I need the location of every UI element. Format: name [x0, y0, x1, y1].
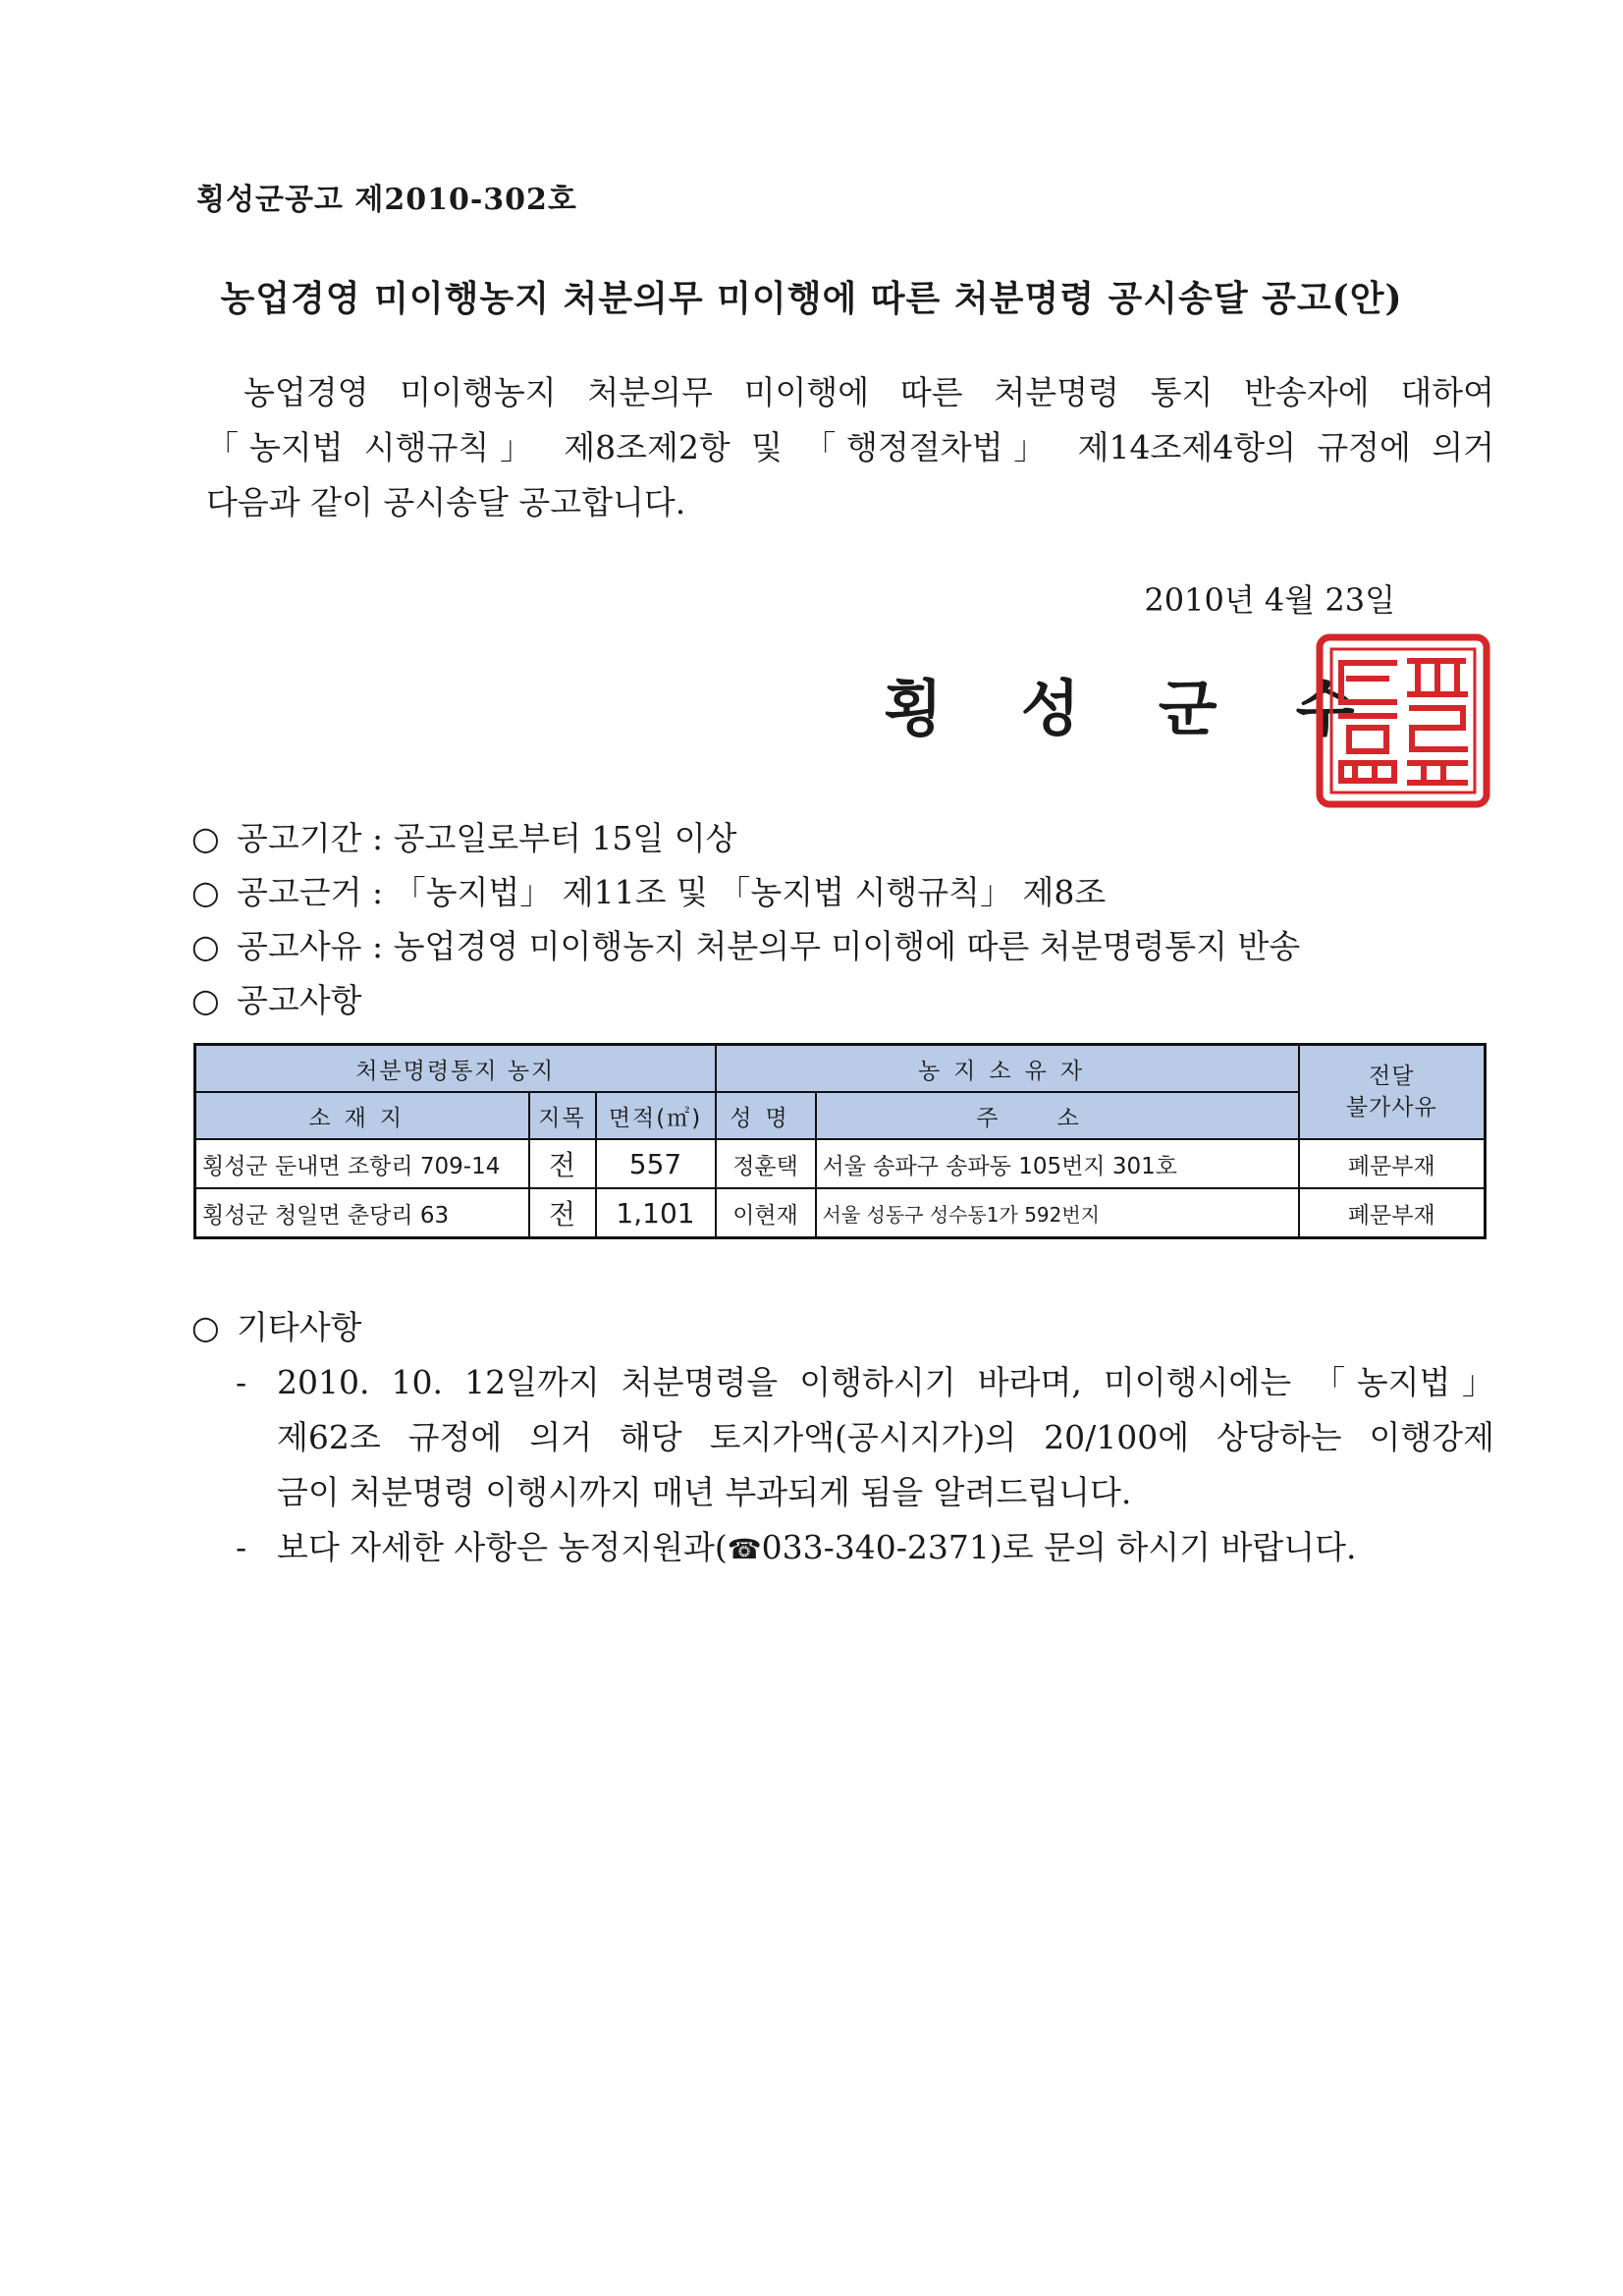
cell-area: 1,101	[596, 1188, 716, 1238]
header-area: 면적(㎡)	[596, 1092, 716, 1139]
contact-prefix: 보다 자세한 사항은 농정지원과(	[277, 1528, 728, 1566]
cell-location: 횡성군 청일면 춘당리 63	[195, 1188, 529, 1238]
basis-text: 공고근거 : 「농지법」 제11조 및 「농지법 시행규칙」 제8조	[237, 873, 1107, 911]
bullet-icon: ○	[191, 873, 220, 911]
period-text: 공고기간 : 공고일로부터 15일 이상	[237, 819, 737, 857]
cell-name: 이현재	[716, 1188, 816, 1238]
cell-location: 횡성군 둔내면 조항리 709-14	[195, 1139, 529, 1188]
notice-number: 횡성군공고 제2010-302호	[196, 183, 577, 217]
bullet-icon: ○	[191, 981, 220, 1019]
official-seal-icon	[1316, 633, 1490, 808]
other-item-2-line	[277, 1520, 1494, 1577]
bullet-icon: ○	[191, 927, 220, 965]
cell-reason: 폐문부재	[1299, 1139, 1486, 1188]
phone-icon: ☎	[727, 1533, 762, 1565]
cell-category: 전	[529, 1139, 596, 1188]
other-item-1	[236, 1355, 1494, 1520]
bullet-icon: ○	[191, 819, 220, 857]
header-location: 소재지	[195, 1092, 529, 1139]
cell-reason: 폐문부재	[1299, 1188, 1486, 1238]
other-item-1-line: 2010. 10. 12일까지 처분명령을 이행하시기 바라며, 미이행시에는 「농지법」	[277, 1363, 1494, 1401]
header-delivery-reason: 전달 불가사유	[1299, 1045, 1486, 1140]
cell-address: 서울 성동구 성수동1가 592번지	[816, 1188, 1299, 1238]
cell-area: 557	[596, 1139, 716, 1188]
phone-number: 033-340-2371	[761, 1528, 990, 1566]
body-line-3: 다음과 같이 공시송달 공고합니다.	[206, 483, 686, 521]
header-farmland: 처분명령통지 농지	[195, 1045, 716, 1093]
section-period	[191, 813, 736, 859]
table-row	[195, 1139, 1486, 1188]
bullet-icon: ○	[191, 1308, 220, 1346]
reason-text: 공고사유 : 농업경영 미이행농지 처분의무 미이행에 따른 처분명령통지 반송	[237, 927, 1301, 965]
cell-name: 정훈택	[716, 1139, 816, 1188]
other-item-1-line: 제62조 규정에 의거 해당 토지가액(공시지가)의 20/100에 상당하는 이행강제	[277, 1418, 1494, 1456]
dash-icon: -	[236, 1528, 247, 1566]
section-basis	[191, 867, 1106, 913]
dash-icon: -	[236, 1363, 247, 1401]
other-item-1-line: 금이 처분명령 이행시까지 매년 부과되게 됨을 알려드립니다.	[277, 1473, 1132, 1511]
section-details	[191, 975, 362, 1021]
header-category: 지목	[529, 1092, 596, 1139]
notice-date: 2010년 4월 23일	[1144, 581, 1395, 619]
body-line-1: 농업경영 미이행농지 처분의무 미이행에 따른 처분명령 통지 반송자에 대하여	[243, 373, 1494, 411]
contact-suffix: )로 문의 하시기 바랍니다.	[989, 1528, 1357, 1566]
issuer-name: 횡성군수	[884, 673, 1434, 744]
header-name: 성명	[716, 1092, 816, 1139]
cell-address: 서울 송파구 송파동 105번지 301호	[816, 1139, 1299, 1188]
notice-body	[206, 365, 1494, 530]
other-item-2	[236, 1520, 1494, 1577]
section-reason	[191, 921, 1300, 967]
section-other	[191, 1302, 362, 1348]
details-heading: 공고사항	[237, 981, 362, 1019]
owners-table	[193, 1043, 1487, 1239]
other-items	[236, 1355, 1494, 1577]
body-line-2: 「농지법 시행규칙」 제8조제2항 및 「행정절차법」 제14조제4항의 규정에 의거	[206, 428, 1494, 466]
table-row	[195, 1188, 1486, 1238]
header-address: 주소	[816, 1092, 1299, 1139]
cell-category: 전	[529, 1188, 596, 1238]
table-header-column-row	[195, 1092, 1486, 1139]
header-owner: 농지소유자	[716, 1045, 1299, 1093]
document-title: 농업경영 미이행농지 처분의무 미이행에 따른 처분명령 공시송달 공고(안)	[220, 278, 1403, 319]
other-heading: 기타사항	[237, 1308, 362, 1346]
table-header-group-row	[195, 1045, 1486, 1093]
